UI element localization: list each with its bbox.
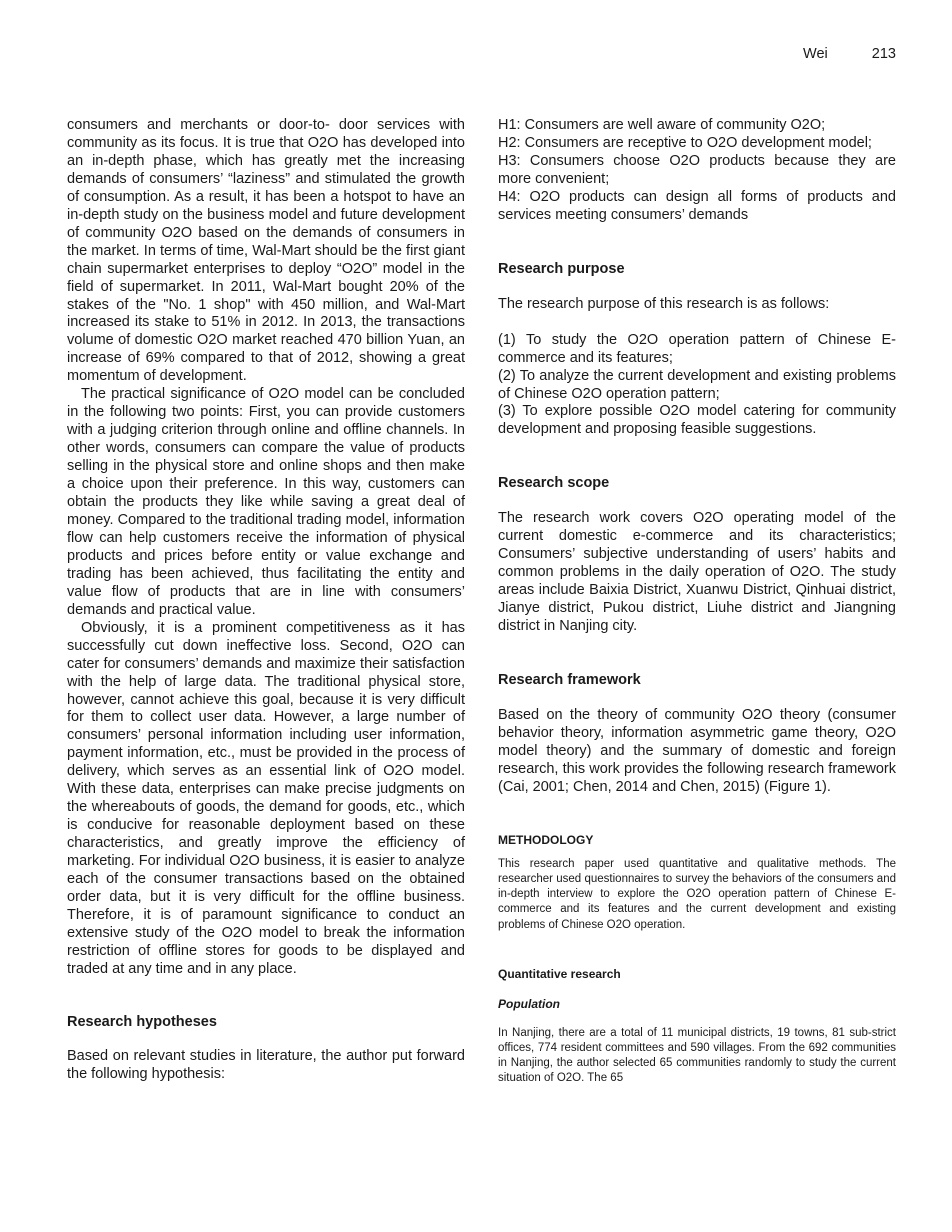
purpose-item: (1) To study the O2O operation pattern of Chinese E-commerce and its features; <box>498 331 896 366</box>
purpose-item: (2) To analyze the current development and existing problems of Chinese O2O operation pattern; <box>498 367 896 402</box>
left-column <box>67 117 465 1084</box>
hypothesis-item: H4: O2O products can design all forms of products and services meeting consumers’ demands <box>498 188 896 223</box>
framework-text: Based on the theory of community O2O theory (consumer behavior theory, information asymmetric game theory, O2O model theory) and the summary of domestic and foreign research, this work provides the following research framework (Cai, 2001; Chen, 2014 and Chen, 2015) (Figure 1). <box>498 707 896 795</box>
page-number: 213 <box>871 46 896 62</box>
section-heading-framework: Research framework <box>498 672 641 689</box>
body-paragraph: The practical significance of O2O model can be concluded in the following two points: First, you can provide customers with a judging criterion through online and offline channels. In other words, consumers can compare the value of products selling in the physical store and online shops and then make a choice upon their preference. In this way, customers can obtain the products they like while saving a great deal of money. Compared to the traditional trading model, information flow can help customers receive the information of physical products and prices before entity or value exchange and trading has been achieved, thus facilitating the entity and value flow of products that are in line with consumers’ demands and practical value. <box>67 386 465 618</box>
section-heading-hypotheses: Research hypotheses <box>67 1013 217 1030</box>
hypotheses-intro: Based on relevant studies in literature, the author put forward the following hypothesis: <box>67 1047 465 1082</box>
subsection-heading-population: Population <box>498 996 560 1011</box>
hypothesis-item: H1: Consumers are well aware of community O2O; <box>498 117 826 133</box>
section-heading-scope: Research scope <box>498 475 610 492</box>
methodology-text: This research paper used quantitative and qualitative methods. The researcher used questionnaires to survey the behaviors of the consumers and in-depth interview to explore the O2O operation pattern of Chinese E-commerce and its features and the current development and existing problems of Chinese O2O operation. <box>498 857 896 931</box>
section-heading-methodology: METHODOLOGY <box>498 832 594 847</box>
subsection-heading-quantitative: Quantitative research <box>498 966 621 981</box>
purpose-item: (3) To explore possible O2O model catering for community development and proposing feasible suggestions. <box>498 403 896 438</box>
hypothesis-item: H2: Consumers are receptive to O2O development model; <box>498 134 872 151</box>
running-header <box>803 46 896 62</box>
hypothesis-item: H3: Consumers choose O2O products because they are more convenient; <box>498 152 896 187</box>
purpose-intro: The research purpose of this research is as follows: <box>498 295 830 312</box>
right-column <box>498 117 896 1087</box>
population-text: In Nanjing, there are a total of 11 municipal districts, 19 towns, 81 sub-strict offices, 774 resident committees and 590 villages. From the 692 communities in Nanjing, the author selected 65 communities randomly to study the current situation of O2O. The 65 <box>498 1026 896 1085</box>
scope-text: The research work covers O2O operating model of the current domestic e-commerce and its characteristics; Consumers’ subjective understanding of users’ habits and common problems in the daily operation of O2O. The study areas include Baixia District, Xuanwu District, Qinhuai district, Jianye district, Pukou district, Liuhe district and Jiangning district in Nanjing city. <box>498 510 896 635</box>
section-heading-purpose: Research purpose <box>498 260 625 277</box>
body-paragraph: consumers and merchants or door-to- door services with community as its focus. It is true that O2O has developed into an in-depth phase, which has greatly met the increasing demands of consumers’ “laziness” and stimulated the growth of consumption. As a result, it has been a hotspot to have an in-depth study on the business model and future development of community O2O based on the demands of consumers in the market. In terms of time, Wal-Mart should be the first giant chain supermarket enterprises to deploy “O2O” model in the field of supermarket. In 2011, Wal-Mart bought 20% of the stakes of the "No. 1 shop" with 450 million, and Wal-Mart increased its stake to 51% in 2012. In 2013, the transactions volume of domestic O2O market reached 470 billion Yuan, an increase of 69% compared to that of 2012, showing a great momentum of development. <box>67 117 465 385</box>
header-author: Wei <box>803 46 828 62</box>
body-paragraph: Obviously, it is a prominent competitiveness as it has successfully cut down ineffective loss. Second, O2O can cater for consumers’ demands and maximize their satisfaction with the help of large data. The traditional physical store, however, cannot achieve this goal, because it is very difficult for them to collect user data. However, a large number of consumers’ personal information including user information, payment information, etc., must be provided in the process of delivery, which serves as an essential link of O2O model. With these data, enterprises can make precise judgments on the whereabouts of goods, the demand for goods, etc., which is conducive for reasonable deployment based on these characteristics, and greatly improve the efficiency of marketing. For individual O2O business, it is easier to analyze each of the consumer transactions based on the obtained order data, but it is very difficult for the offline business. Therefore, it is of paramount significance to conduct an extensive study of the O2O model to break the information restriction of offline stores for goods to be displayed and traded at any time and in any place. <box>67 619 465 977</box>
